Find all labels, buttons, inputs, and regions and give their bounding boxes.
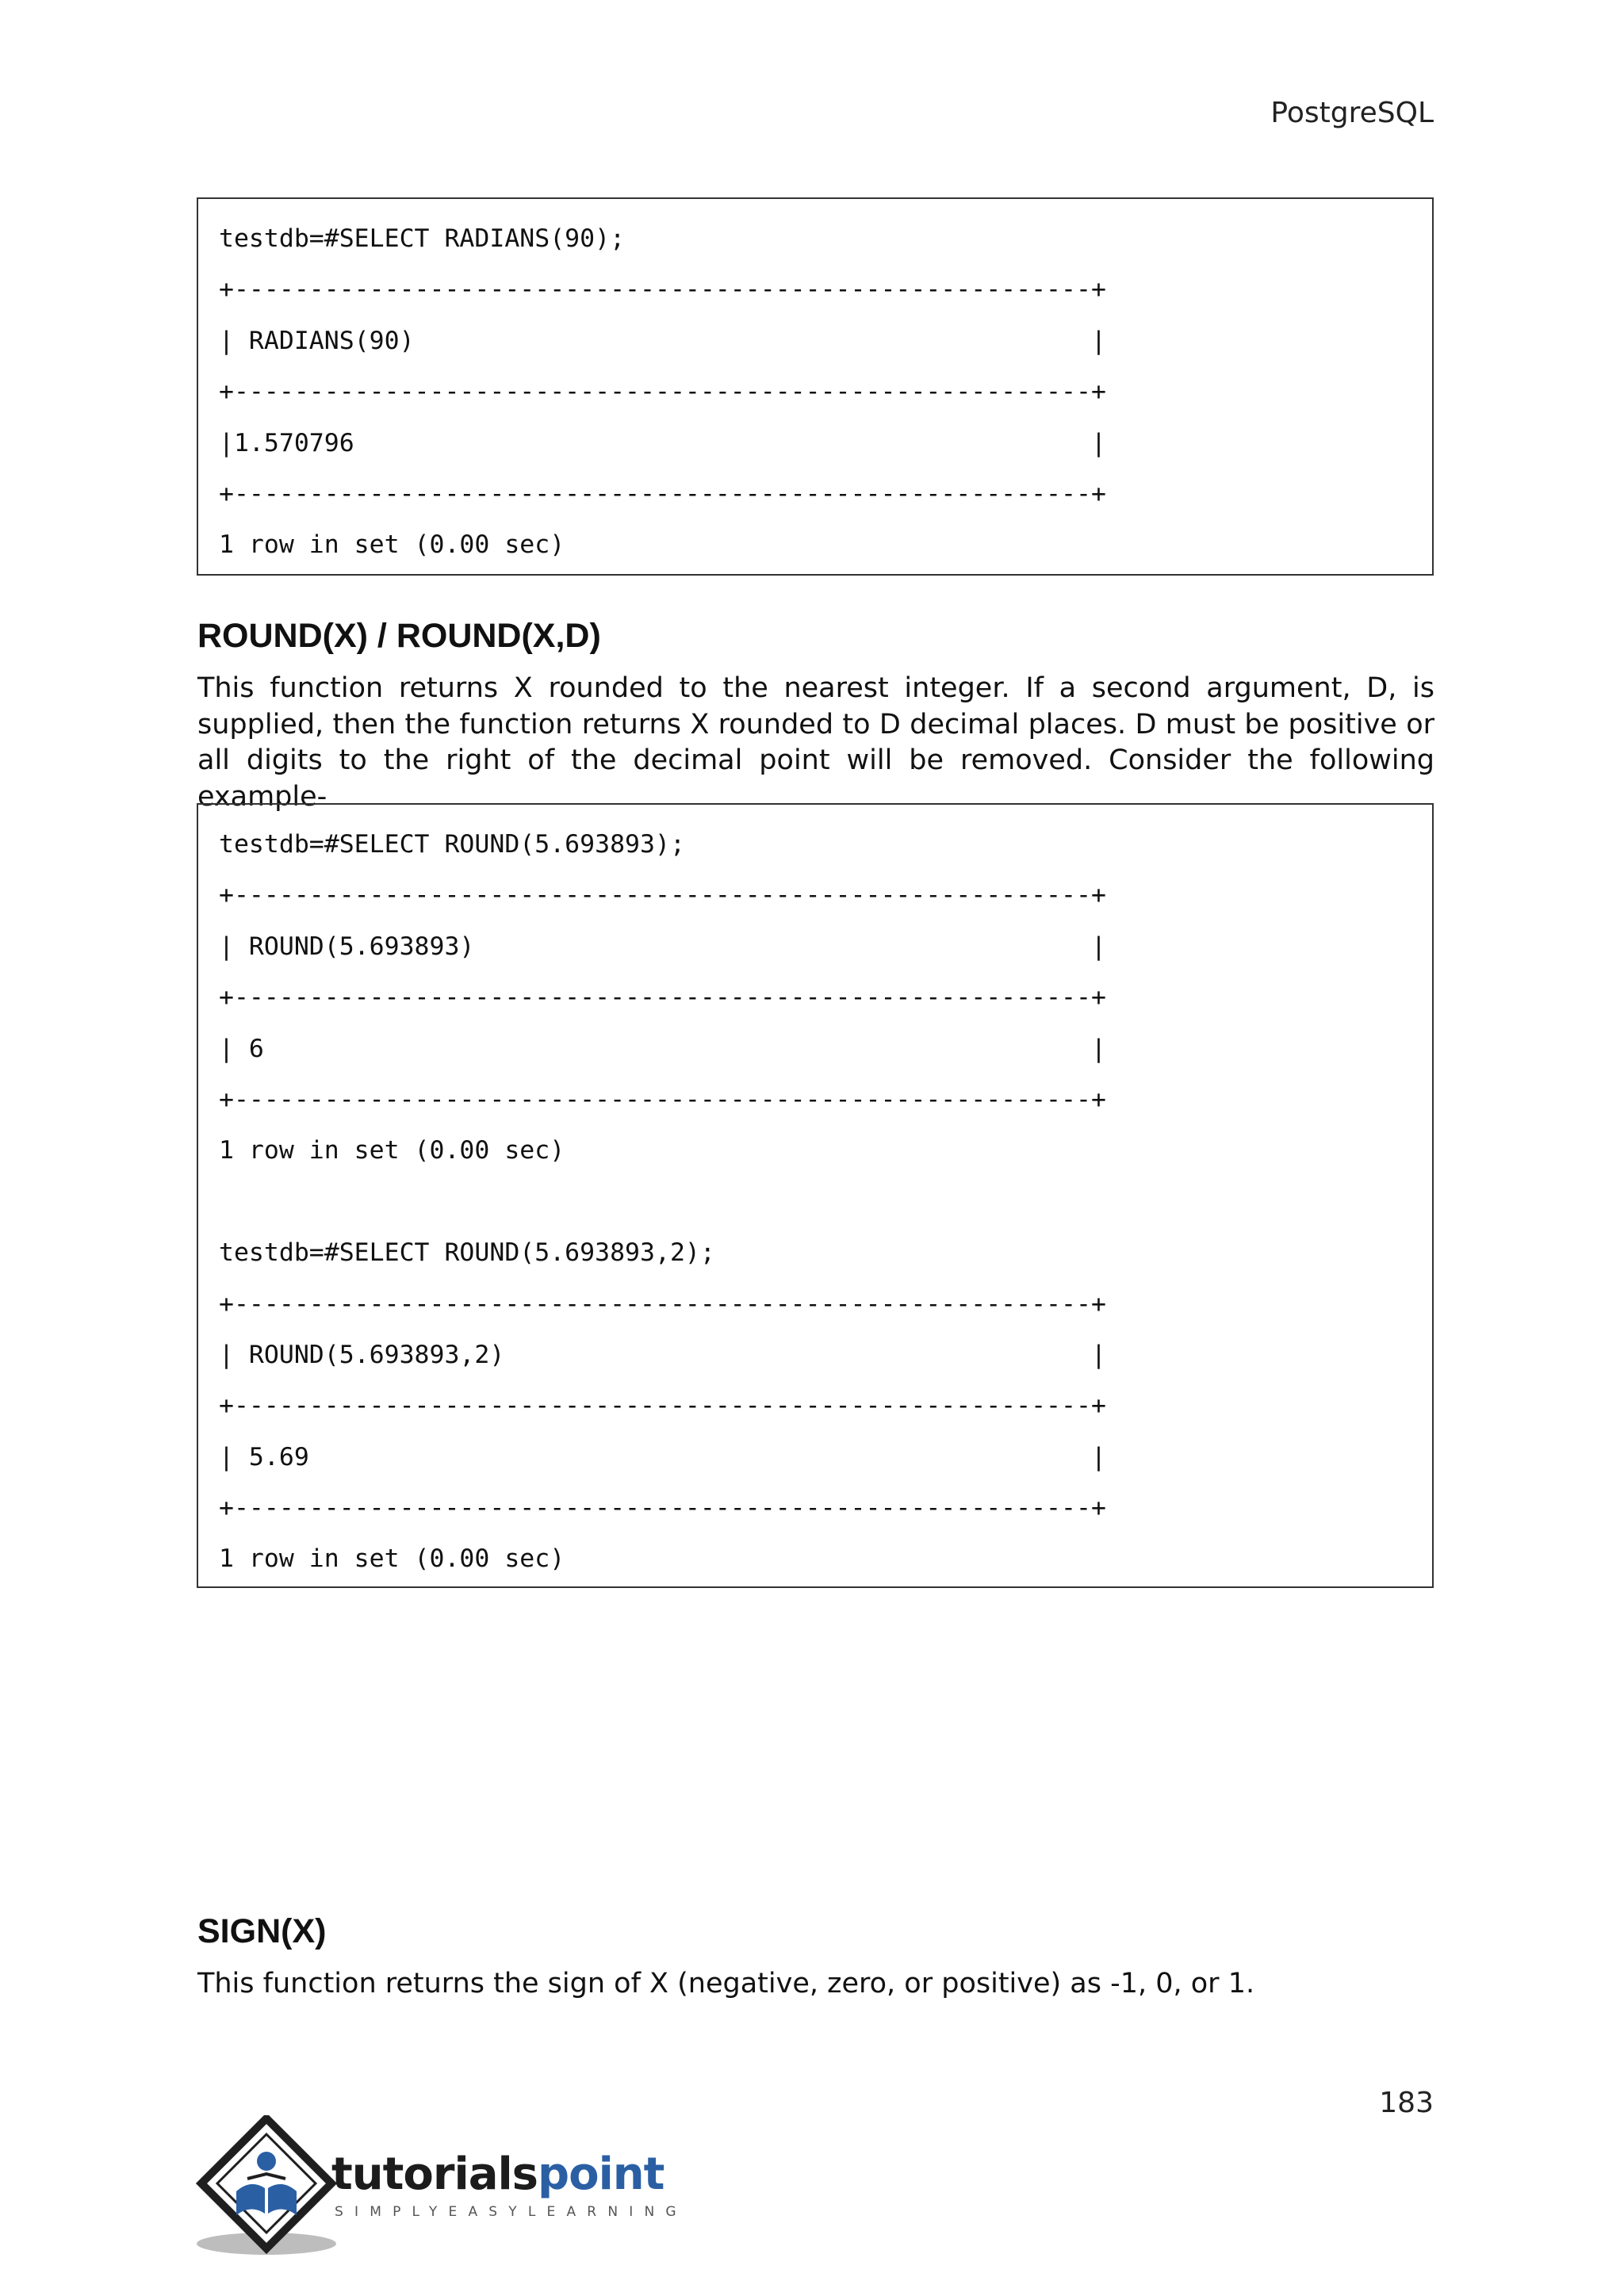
logo-word-tutorials: tutorials — [331, 2149, 538, 2200]
round-code-block — [197, 803, 1434, 1588]
code-line: +---------------------------------------------------------+ — [219, 1494, 1106, 1523]
code-line: 1 row in set (0.00 sec) — [219, 530, 565, 560]
code-line: +---------------------------------------------------------+ — [219, 479, 1106, 508]
tutorialspoint-diamond-logo-icon — [195, 2115, 338, 2258]
code-line: | 6 | — [219, 1034, 1106, 1063]
radians-code-block — [197, 197, 1434, 576]
code-line: | 5.69 | — [219, 1442, 1106, 1471]
code-line: | ROUND(5.693893,2) | — [219, 1340, 1106, 1369]
code-line — [219, 1177, 1432, 1227]
code-line: +---------------------------------------------------------+ — [219, 881, 1106, 910]
code-line: testdb=#SELECT ROUND(5.693893,2); — [219, 1238, 715, 1268]
running-header-title: PostgreSQL — [1270, 97, 1434, 129]
code-line: 1 row in set (0.00 sec) — [219, 1136, 565, 1165]
code-line: testdb=#SELECT RADIANS(90); — [219, 224, 626, 253]
sign-section-heading: SIGN(X) — [197, 1912, 327, 1950]
code-line: +---------------------------------------------------------+ — [219, 1391, 1106, 1421]
tutorialspoint-logo — [195, 2115, 688, 2258]
code-line: +---------------------------------------------------------+ — [219, 275, 1106, 304]
logo-wordmark — [331, 2149, 664, 2200]
logo-word-point: point — [538, 2149, 665, 2200]
code-line: +---------------------------------------------------------+ — [219, 377, 1106, 407]
sign-section-description: This function returns the sign of X (negative, zero, or positive) as -1, 0, or 1. — [197, 1968, 1255, 1999]
round-section-heading: ROUND(X) / ROUND(X,D) — [197, 617, 601, 655]
code-line: | RADIANS(90) | — [219, 326, 1106, 355]
code-line: |1.570796 | — [219, 428, 1106, 457]
code-line: | ROUND(5.693893) | — [219, 932, 1106, 961]
code-line: +---------------------------------------------------------+ — [219, 983, 1106, 1012]
logo-tagline: SIMPLYEASYLEARNING — [335, 2204, 688, 2220]
code-line: 1 row in set (0.00 sec) — [219, 1544, 565, 1574]
code-line: +---------------------------------------------------------+ — [219, 1085, 1106, 1114]
code-line: +---------------------------------------------------------+ — [219, 1289, 1106, 1318]
code-line: testdb=#SELECT ROUND(5.693893); — [219, 830, 685, 859]
page-number: 183 — [1379, 2087, 1434, 2119]
round-section-description: This function returns X rounded to the nearest integer. If a second argument, D, is supplied, then the function returns X rounded to D decimal places. D must be positive or all digits to the right of the decimal point will be removed. Consider the following example- — [197, 672, 1434, 813]
